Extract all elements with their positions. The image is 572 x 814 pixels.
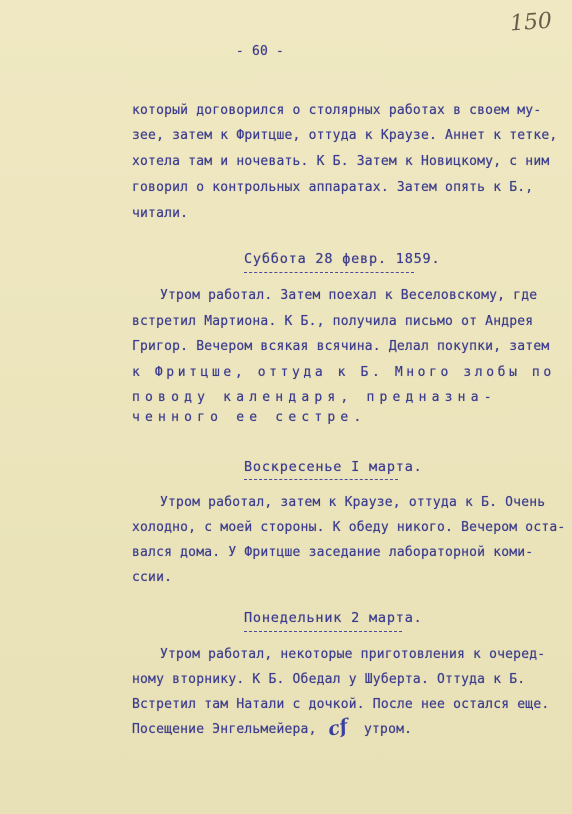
heading-underline — [244, 631, 402, 632]
paragraph-2-line-3: Григор. Вечером всякая всячина. Делал покупки, затем — [132, 339, 550, 354]
paragraph-3-line-2: холодно, с моей стороны. К обеду никого. Вечером оста- — [132, 520, 566, 535]
entry-heading-saturday: Суббота 28 февр. 1859. — [244, 251, 441, 267]
paragraph-2-line-2: встретил Мартиона. К Б., получила письмо от Андрея — [132, 314, 534, 329]
paragraph-2-line-5: поводу календаря, предназна- — [132, 390, 497, 405]
paragraph-2-line-1: Утром работал. Затем поехал к Веселовскому, где — [160, 288, 538, 303]
paragraph-4-line-2: ному вторнику. К Б. Обедал у Шуберта. Оттуда к Б. — [132, 672, 526, 687]
paragraph-3-line-3: вался дома. У Фритцше заседание лабораторной коми- — [132, 545, 534, 560]
page-number: - 60 - — [235, 44, 285, 59]
paragraph-4-line-4: Посещение Энгельмейера, — [132, 722, 317, 737]
paragraph-4-line-1: Утром работал, некоторые приготовления к очеред- — [160, 647, 546, 662]
paragraph-1-line-5: читали. — [132, 206, 189, 221]
paragraph-1-line-4: говорил о контрольных аппаратах. Затем опять к Б., — [132, 180, 534, 195]
handwritten-mark: cf — [325, 715, 350, 741]
paragraph-3-line-4: ссии. — [132, 570, 173, 585]
entry-heading-sunday: Воскресенье I марта. — [244, 459, 423, 475]
heading-underline — [244, 272, 414, 273]
paragraph-1-line-3: хотела там и ночевать. К Б. Затем к Новицкому, с ним — [132, 154, 550, 169]
paragraph-4-line-3: Встретил там Натали с дочкой. После нее остался еще. — [132, 697, 550, 712]
paragraph-3-line-1: Утром работал, затем к Краузе, оттуда к Б. Очень — [160, 495, 546, 510]
paragraph-1-line-2: зее, затем к Фритцше, оттуда к Краузе. Аннет к тетке, — [132, 128, 558, 143]
folio-number: 150 — [509, 8, 553, 37]
paragraph-4-line-4-end: утром. — [364, 722, 413, 737]
heading-underline — [244, 479, 398, 480]
paragraph-2-line-6: ченного ее сестре. — [132, 410, 367, 425]
entry-heading-monday: Понедельник 2 марта. — [244, 610, 423, 626]
paragraph-2-line-4: к Фритцше, оттуда к Б. Много злобы по — [132, 365, 555, 380]
paragraph-1-line-1: который договорился о столярных работах в своем му- — [132, 103, 542, 118]
